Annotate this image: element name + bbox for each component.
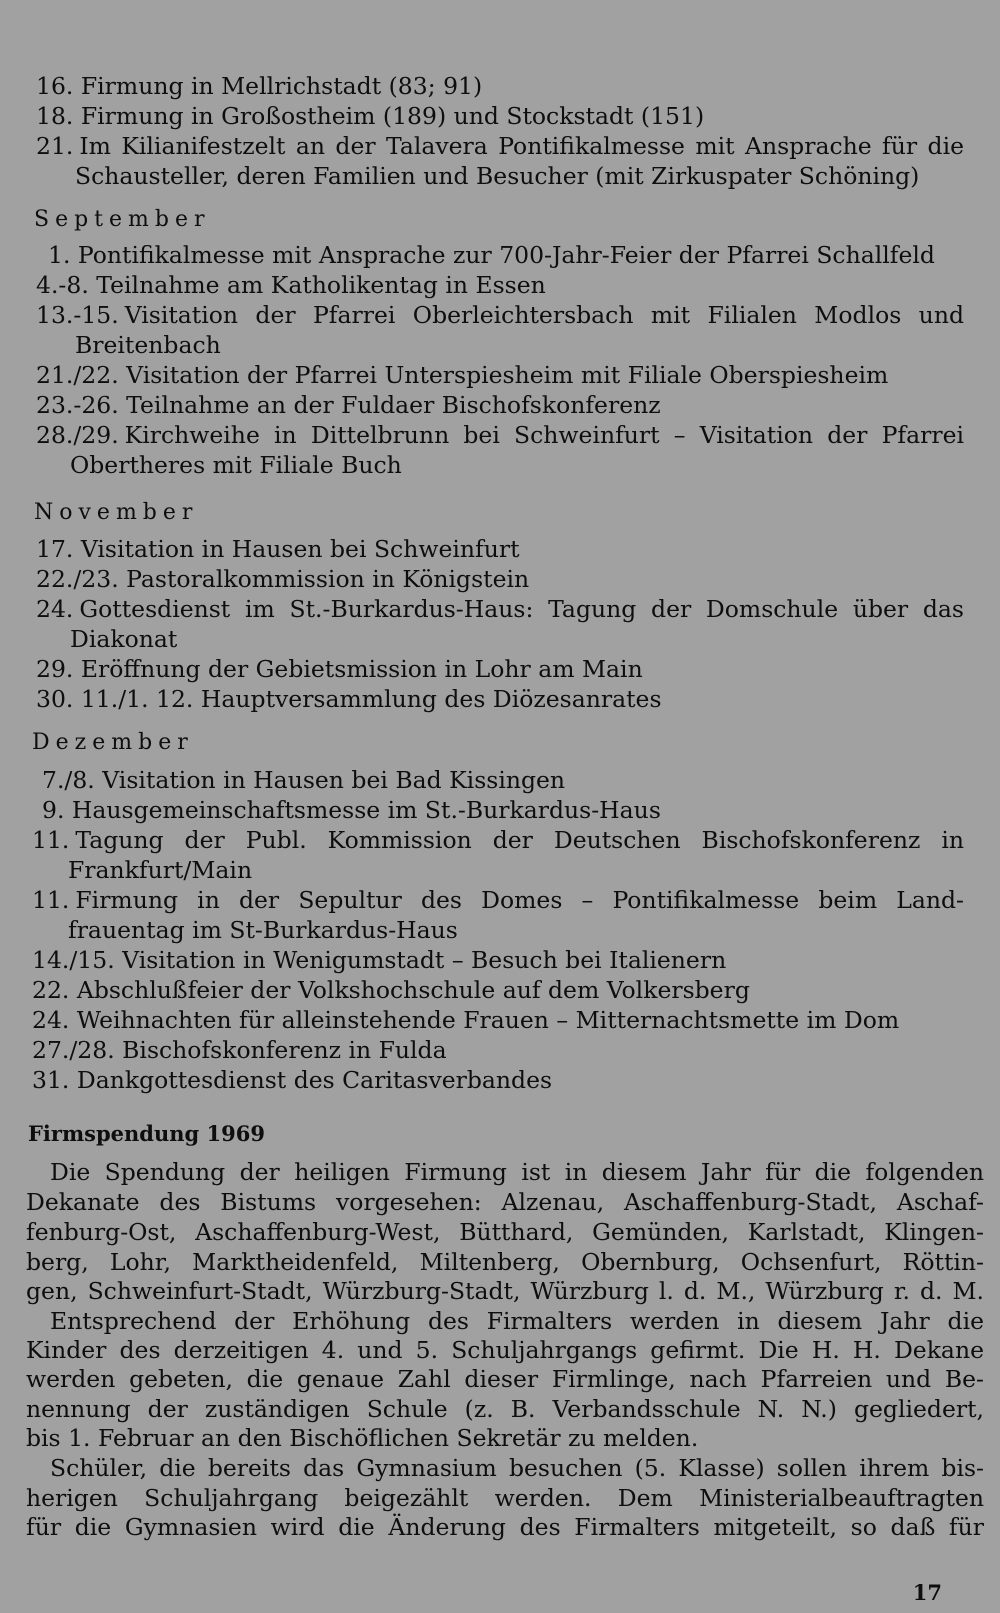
paragraph-line: bis 1. Februar an den Bischöflichen Sekretär zu melden. <box>26 1424 699 1452</box>
entry-date: 4.-8. <box>36 271 89 299</box>
entry-sep-21-22 <box>36 360 888 390</box>
paragraph-line: berg, Lohr, Marktheidenfeld, Miltenberg, Obernburg, Ochsenfurt, Röttin- <box>26 1248 984 1276</box>
entry-date: 14./15. <box>32 946 115 974</box>
paragraph-line: Dekanate des Bistums vorgesehen: Alzenau, Aschaffenburg-Stadt, Aschaf- <box>26 1188 984 1216</box>
paragraph-line: Schüler, die bereits das Gymnasium besuchen (5. Klasse) sollen ihrem bis- <box>50 1454 984 1482</box>
entry-date: 1. <box>48 241 71 269</box>
entry-text: Teilnahme am Katholikentag in Essen <box>96 271 546 299</box>
entry-sep-28-29 <box>36 420 964 450</box>
entry-text: Weihnachten für alleinstehende Frauen – Mitternachtsmette im Dom <box>76 1006 900 1034</box>
entry-text: Pastoralkommission in Königstein <box>126 565 530 593</box>
entry-date: 31. <box>32 1066 70 1094</box>
entry-continuation: frauentag im St-Burkardus-Haus <box>68 916 458 944</box>
entry-dez-24 <box>32 1005 899 1035</box>
entry-text: Kirchweihe in Dittelbrunn bei Schweinfurt – Visitation der Pfarrei <box>124 421 964 449</box>
entry-date: 22. <box>32 976 70 1004</box>
entry-date: 24. <box>32 1006 70 1034</box>
entry-date: 21. <box>36 132 74 160</box>
entry-text: Firmung in Mellrichstadt (83; 91) <box>80 72 483 100</box>
entry-date: 23.-26. <box>36 391 119 419</box>
entry-text: Visitation in Hausen bei Schweinfurt <box>80 535 520 563</box>
entry-date: 28./29. <box>36 421 119 449</box>
paragraph-line: nennung der zuständigen Schule (z. B. Verbandsschule N. N.) gegliedert, <box>26 1395 984 1423</box>
entry-dez-31 <box>32 1065 552 1095</box>
entry-continuation: Obertheres mit Filiale Buch <box>70 451 402 479</box>
entry-date: 13.-15. <box>36 301 119 329</box>
entry-continuation: Frankfurt/Main <box>68 856 253 884</box>
entry-text: Hauptversammlung des Diözesanrates <box>200 685 662 713</box>
entry-text: Visitation in Hausen bei Bad Kissingen <box>102 766 566 794</box>
entry-text: Gottesdienst im St.-Burkardus-Haus: Tagung der Domschule über das <box>79 595 964 623</box>
entry-sep-23-26 <box>36 390 661 420</box>
entry-date: 11. <box>32 826 70 854</box>
entry-aug-16 <box>36 71 482 101</box>
month-heading-september: September <box>34 207 211 232</box>
entry-date: 21./22. <box>36 361 119 389</box>
entry-aug-18 <box>36 101 704 131</box>
paragraph-line: Die Spendung der heiligen Firmung ist in diesem Jahr für die folgenden <box>50 1158 984 1186</box>
month-heading-november: November <box>34 500 199 525</box>
entry-text: Visitation der Pfarrei Unterspiesheim mit Filiale Oberspiesheim <box>126 361 889 389</box>
entry-text: Firmung in der Sepultur des Domes – Pontifikalmesse beim Land- <box>75 886 964 914</box>
entry-aug-21 <box>36 131 964 161</box>
entry-text: Abschlußfeier der Volkshochschule auf dem Volkersberg <box>76 976 750 1004</box>
entry-date: 27./28. <box>32 1036 115 1064</box>
month-heading-dezember: Dezember <box>32 730 194 755</box>
section-heading: Firmspendung 1969 <box>28 1121 265 1146</box>
paragraph-line: für die Gymnasien wird die Änderung des Firmalters mitgeteilt, so daß für <box>26 1513 984 1541</box>
entry-dez-7-8 <box>42 765 565 795</box>
entry-date: 22./23. <box>36 565 119 593</box>
entry-dez-11b <box>32 885 964 915</box>
entry-text: Pontifikalmesse mit Ansprache zur 700-Jahr-Feier der Pfarrei Schallfeld <box>77 241 935 269</box>
entry-sep-13-15 <box>36 300 964 330</box>
entry-date: 7./8. <box>42 766 95 794</box>
entry-text: Firmung in Großostheim (189) und Stockstadt (151) <box>80 102 705 130</box>
entry-continuation: Schausteller, deren Familien und Besucher (mit Zirkuspater Schöning) <box>75 162 920 190</box>
entry-dez-9 <box>42 795 661 825</box>
entry-date: 24. <box>36 595 74 623</box>
entry-dez-27-28 <box>32 1035 447 1065</box>
entry-nov-29 <box>36 654 643 684</box>
entry-text: Tagung der Publ. Kommission der Deutschen Bischofskonferenz in <box>75 826 964 854</box>
entry-date: 18. <box>36 102 74 130</box>
entry-text: Im Kilianifestzelt an der Talavera Pontifikalmesse mit Ansprache für die <box>79 132 964 160</box>
entry-nov-17 <box>36 534 520 564</box>
entry-text: Visitation der Pfarrei Oberleichtersbach mit Filialen Modlos und <box>124 301 964 329</box>
entry-date: 11. <box>32 886 70 914</box>
entry-text: Teilnahme an der Fuldaer Bischofskonferenz <box>126 391 661 419</box>
paragraph-line: fenburg-Ost, Aschaffenburg-West, Bütthard, Gemünden, Karlstadt, Klingen- <box>26 1218 984 1246</box>
entry-text: Bischofskonferenz in Fulda <box>122 1036 447 1064</box>
entry-nov-24 <box>36 594 964 624</box>
entry-text: Dankgottesdienst des Caritasverbandes <box>76 1066 553 1094</box>
entry-continuation: Breitenbach <box>75 331 221 359</box>
entry-date: 17. <box>36 535 74 563</box>
entry-continuation: Diakonat <box>70 625 178 653</box>
entry-date: 9. <box>42 796 65 824</box>
entry-dez-14-15 <box>32 945 726 975</box>
paragraph-line: Entsprechend der Erhöhung des Firmalters werden in diesem Jahr die <box>50 1307 984 1335</box>
entry-sep-1 <box>48 240 935 270</box>
entry-text: Eröffnung der Gebietsmission in Lohr am Main <box>80 655 643 683</box>
entry-date: 30. 11./1. 12. <box>36 685 194 713</box>
paragraph-line: Kinder des derzeitigen 4. und 5. Schuljahrgangs gefirmt. Die H. H. Dekane <box>26 1336 984 1364</box>
entry-text: Hausgemeinschaftsmesse im St.-Burkardus-Haus <box>71 796 661 824</box>
entry-dez-22 <box>32 975 750 1005</box>
paragraph-line: herigen Schuljahrgang beigezählt werden. Dem Ministerialbeauftragten <box>26 1484 984 1512</box>
entry-nov-22-23 <box>36 564 529 594</box>
entry-dez-11a <box>32 825 964 855</box>
entry-text: Visitation in Wenigumstadt – Besuch bei Italienern <box>122 946 727 974</box>
page-number: 17 <box>912 1580 942 1605</box>
entry-sep-4-8 <box>36 270 546 300</box>
entry-date: 16. <box>36 72 74 100</box>
entry-date: 29. <box>36 655 74 683</box>
entry-nov-30 <box>36 684 662 714</box>
paragraph-line: werden gebeten, die genaue Zahl dieser Firmlinge, nach Pfarreien und Be- <box>26 1365 984 1393</box>
paragraph-line: gen, Schweinfurt-Stadt, Würzburg-Stadt, Würzburg l. d. M., Würzburg r. d. M. <box>26 1277 984 1305</box>
